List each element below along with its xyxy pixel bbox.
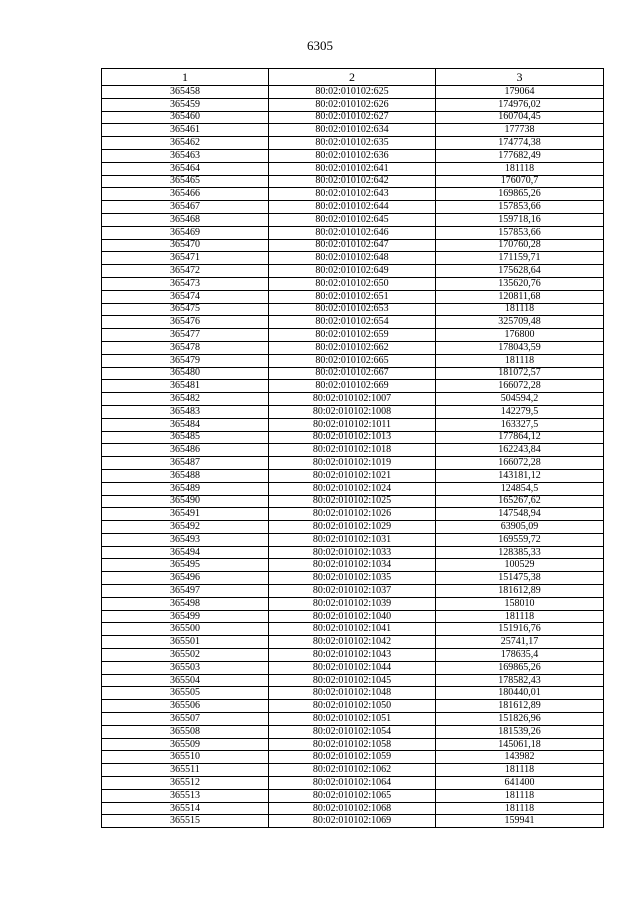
table-row xyxy=(102,572,604,585)
page-number: 6305 xyxy=(307,38,333,53)
record-number-cell: 365497 xyxy=(102,585,269,598)
table-row xyxy=(102,802,604,815)
table-row xyxy=(102,533,604,546)
cadastral-number-cell: 80:02:010102:644 xyxy=(269,201,436,214)
value-cell: 181612,89 xyxy=(436,585,604,598)
table-row xyxy=(102,380,604,393)
value-cell: 174976,02 xyxy=(436,98,604,111)
value-cell: 178635,4 xyxy=(436,649,604,662)
record-number-cell: 365479 xyxy=(102,354,269,367)
cadastral-number-cell: 80:02:010102:643 xyxy=(269,188,436,201)
record-number-cell: 365512 xyxy=(102,777,269,790)
cadastral-number-cell: 80:02:010102:1043 xyxy=(269,649,436,662)
table-row xyxy=(102,265,604,278)
value-cell: 100529 xyxy=(436,559,604,572)
record-number-cell: 365464 xyxy=(102,162,269,175)
cadastral-number-cell: 80:02:010102:1007 xyxy=(269,393,436,406)
cadastral-number-cell: 80:02:010102:653 xyxy=(269,303,436,316)
record-number-cell: 365476 xyxy=(102,316,269,329)
cadastral-number-cell: 80:02:010102:662 xyxy=(269,341,436,354)
record-number-cell: 365468 xyxy=(102,213,269,226)
record-number-cell: 365510 xyxy=(102,751,269,764)
cadastral-number-cell: 80:02:010102:1008 xyxy=(269,405,436,418)
cadastral-number-cell: 80:02:010102:650 xyxy=(269,277,436,290)
value-cell: 181118 xyxy=(436,610,604,623)
value-cell: 135620,76 xyxy=(436,277,604,290)
value-cell: 163327,5 xyxy=(436,418,604,431)
value-cell: 143982 xyxy=(436,751,604,764)
record-number-cell: 365484 xyxy=(102,418,269,431)
record-number-cell: 365487 xyxy=(102,457,269,470)
table-row xyxy=(102,239,604,252)
record-number-cell: 365481 xyxy=(102,380,269,393)
table-body xyxy=(102,86,604,828)
record-number-cell: 365493 xyxy=(102,533,269,546)
table-row xyxy=(102,162,604,175)
record-number-cell: 365492 xyxy=(102,521,269,534)
value-cell: 169865,26 xyxy=(436,188,604,201)
table-row xyxy=(102,201,604,214)
table-row xyxy=(102,815,604,828)
table-row xyxy=(102,149,604,162)
record-number-cell: 365515 xyxy=(102,815,269,828)
table-row xyxy=(102,508,604,521)
value-cell: 169865,26 xyxy=(436,661,604,674)
cadastral-number-cell: 80:02:010102:1054 xyxy=(269,725,436,738)
cadastral-number-cell: 80:02:010102:1025 xyxy=(269,495,436,508)
value-cell: 175628,64 xyxy=(436,265,604,278)
value-cell: 171159,71 xyxy=(436,252,604,265)
value-cell: 151826,96 xyxy=(436,713,604,726)
record-number-cell: 365459 xyxy=(102,98,269,111)
value-cell: 128385,33 xyxy=(436,546,604,559)
record-number-cell: 365472 xyxy=(102,265,269,278)
value-cell: 160704,45 xyxy=(436,111,604,124)
table-header xyxy=(102,69,604,86)
table-row xyxy=(102,418,604,431)
value-cell: 159718,16 xyxy=(436,213,604,226)
value-cell: 169559,72 xyxy=(436,533,604,546)
record-number-cell: 365498 xyxy=(102,597,269,610)
value-cell: 181118 xyxy=(436,354,604,367)
header-row xyxy=(102,69,604,86)
record-number-cell: 365504 xyxy=(102,674,269,687)
cadastral-number-cell: 80:02:010102:1013 xyxy=(269,431,436,444)
cadastral-number-cell: 80:02:010102:1033 xyxy=(269,546,436,559)
cadastral-number-cell: 80:02:010102:1048 xyxy=(269,687,436,700)
table-row xyxy=(102,636,604,649)
table-row xyxy=(102,674,604,687)
cadastral-number-cell: 80:02:010102:1058 xyxy=(269,738,436,751)
value-cell: 120811,68 xyxy=(436,290,604,303)
record-number-cell: 365508 xyxy=(102,725,269,738)
value-cell: 181118 xyxy=(436,789,604,802)
record-number-cell: 365505 xyxy=(102,687,269,700)
record-number-cell: 365500 xyxy=(102,623,269,636)
cadastral-number-cell: 80:02:010102:1041 xyxy=(269,623,436,636)
table-row xyxy=(102,610,604,623)
value-cell: 178582,43 xyxy=(436,674,604,687)
cadastral-number-cell: 80:02:010102:1037 xyxy=(269,585,436,598)
cadastral-number-cell: 80:02:010102:1018 xyxy=(269,444,436,457)
value-cell: 325709,48 xyxy=(436,316,604,329)
table-row xyxy=(102,277,604,290)
cadastral-number-cell: 80:02:010102:1011 xyxy=(269,418,436,431)
value-cell: 151475,38 xyxy=(436,572,604,585)
cadastral-number-cell: 80:02:010102:626 xyxy=(269,98,436,111)
record-number-cell: 365466 xyxy=(102,188,269,201)
value-cell: 181072,57 xyxy=(436,367,604,380)
value-cell: 63905,09 xyxy=(436,521,604,534)
column-header-1: 1 xyxy=(102,69,269,86)
record-number-cell: 365478 xyxy=(102,341,269,354)
value-cell: 181118 xyxy=(436,764,604,777)
record-number-cell: 365470 xyxy=(102,239,269,252)
record-number-cell: 365499 xyxy=(102,610,269,623)
table-row xyxy=(102,495,604,508)
table-row xyxy=(102,137,604,150)
value-cell: 504594,2 xyxy=(436,393,604,406)
cadastral-number-cell: 80:02:010102:642 xyxy=(269,175,436,188)
table-row xyxy=(102,86,604,99)
table-row xyxy=(102,341,604,354)
record-number-cell: 365465 xyxy=(102,175,269,188)
value-cell: 162243,84 xyxy=(436,444,604,457)
value-cell: 177682,49 xyxy=(436,149,604,162)
cadastral-number-cell: 80:02:010102:1029 xyxy=(269,521,436,534)
cadastral-number-cell: 80:02:010102:1026 xyxy=(269,508,436,521)
record-number-cell: 365460 xyxy=(102,111,269,124)
cadastral-number-cell: 80:02:010102:665 xyxy=(269,354,436,367)
table-row xyxy=(102,469,604,482)
cadastral-number-cell: 80:02:010102:1021 xyxy=(269,469,436,482)
cadastral-number-cell: 80:02:010102:646 xyxy=(269,226,436,239)
cadastral-number-cell: 80:02:010102:667 xyxy=(269,367,436,380)
table-row xyxy=(102,764,604,777)
record-number-cell: 365507 xyxy=(102,713,269,726)
record-number-cell: 365482 xyxy=(102,393,269,406)
cadastral-number-cell: 80:02:010102:641 xyxy=(269,162,436,175)
value-cell: 170760,28 xyxy=(436,239,604,252)
table-row xyxy=(102,700,604,713)
value-cell: 151916,76 xyxy=(436,623,604,636)
value-cell: 176070,7 xyxy=(436,175,604,188)
cadastral-number-cell: 80:02:010102:1039 xyxy=(269,597,436,610)
record-number-cell: 365463 xyxy=(102,149,269,162)
table-row xyxy=(102,457,604,470)
cadastral-number-cell: 80:02:010102:625 xyxy=(269,86,436,99)
table-row xyxy=(102,367,604,380)
record-number-cell: 365477 xyxy=(102,329,269,342)
cadastral-number-cell: 80:02:010102:1044 xyxy=(269,661,436,674)
table-row xyxy=(102,329,604,342)
value-cell: 179064 xyxy=(436,86,604,99)
cadastral-number-cell: 80:02:010102:636 xyxy=(269,149,436,162)
cadastral-number-cell: 80:02:010102:648 xyxy=(269,252,436,265)
cadastral-number-cell: 80:02:010102:1024 xyxy=(269,482,436,495)
table-row xyxy=(102,188,604,201)
record-number-cell: 365486 xyxy=(102,444,269,457)
cadastral-number-cell: 80:02:010102:1045 xyxy=(269,674,436,687)
value-cell: 158010 xyxy=(436,597,604,610)
record-number-cell: 365511 xyxy=(102,764,269,777)
value-cell: 142279,5 xyxy=(436,405,604,418)
table-row xyxy=(102,623,604,636)
record-number-cell: 365491 xyxy=(102,508,269,521)
table-row xyxy=(102,738,604,751)
table-row xyxy=(102,393,604,406)
value-cell: 177864,12 xyxy=(436,431,604,444)
table-row xyxy=(102,597,604,610)
cadastral-number-cell: 80:02:010102:1059 xyxy=(269,751,436,764)
record-number-cell: 365489 xyxy=(102,482,269,495)
table-row xyxy=(102,559,604,572)
cadastral-number-cell: 80:02:010102:1068 xyxy=(269,802,436,815)
value-cell: 166072,28 xyxy=(436,380,604,393)
table-row xyxy=(102,777,604,790)
cadastral-number-cell: 80:02:010102:1050 xyxy=(269,700,436,713)
value-cell: 641400 xyxy=(436,777,604,790)
record-number-cell: 365480 xyxy=(102,367,269,380)
record-number-cell: 365461 xyxy=(102,124,269,137)
record-number-cell: 365494 xyxy=(102,546,269,559)
cadastral-number-cell: 80:02:010102:654 xyxy=(269,316,436,329)
value-cell: 159941 xyxy=(436,815,604,828)
record-number-cell: 365474 xyxy=(102,290,269,303)
value-cell: 181612,89 xyxy=(436,700,604,713)
record-number-cell: 365473 xyxy=(102,277,269,290)
table-row xyxy=(102,521,604,534)
cadastral-number-cell: 80:02:010102:1069 xyxy=(269,815,436,828)
value-cell: 157853,66 xyxy=(436,226,604,239)
record-number-cell: 365513 xyxy=(102,789,269,802)
table-row xyxy=(102,252,604,265)
value-cell: 166072,28 xyxy=(436,457,604,470)
value-cell: 180440,01 xyxy=(436,687,604,700)
record-number-cell: 365495 xyxy=(102,559,269,572)
value-cell: 178043,59 xyxy=(436,341,604,354)
record-number-cell: 365471 xyxy=(102,252,269,265)
table-row xyxy=(102,751,604,764)
table-row xyxy=(102,661,604,674)
table-row xyxy=(102,546,604,559)
value-cell: 157853,66 xyxy=(436,201,604,214)
value-cell: 145061,18 xyxy=(436,738,604,751)
table-row xyxy=(102,687,604,700)
value-cell: 124854,5 xyxy=(436,482,604,495)
cadastral-number-cell: 80:02:010102:627 xyxy=(269,111,436,124)
record-number-cell: 365501 xyxy=(102,636,269,649)
cadastral-number-cell: 80:02:010102:649 xyxy=(269,265,436,278)
cadastral-number-cell: 80:02:010102:1040 xyxy=(269,610,436,623)
cadastral-number-cell: 80:02:010102:1035 xyxy=(269,572,436,585)
table-row xyxy=(102,431,604,444)
record-number-cell: 365502 xyxy=(102,649,269,662)
cadastral-number-cell: 80:02:010102:1019 xyxy=(269,457,436,470)
cadastral-number-cell: 80:02:010102:1042 xyxy=(269,636,436,649)
record-number-cell: 365509 xyxy=(102,738,269,751)
cadastral-number-cell: 80:02:010102:1064 xyxy=(269,777,436,790)
record-number-cell: 365490 xyxy=(102,495,269,508)
table-row xyxy=(102,175,604,188)
record-number-cell: 365469 xyxy=(102,226,269,239)
record-number-cell: 365496 xyxy=(102,572,269,585)
record-number-cell: 365475 xyxy=(102,303,269,316)
value-cell: 181118 xyxy=(436,162,604,175)
record-number-cell: 365488 xyxy=(102,469,269,482)
table-row xyxy=(102,725,604,738)
record-number-cell: 365514 xyxy=(102,802,269,815)
table-row xyxy=(102,226,604,239)
value-cell: 143181,12 xyxy=(436,469,604,482)
cadastral-number-cell: 80:02:010102:647 xyxy=(269,239,436,252)
value-cell: 147548,94 xyxy=(436,508,604,521)
cadastral-number-cell: 80:02:010102:1031 xyxy=(269,533,436,546)
table-row xyxy=(102,316,604,329)
cadastral-number-cell: 80:02:010102:1062 xyxy=(269,764,436,777)
registry-table xyxy=(101,68,604,828)
cadastral-number-cell: 80:02:010102:1034 xyxy=(269,559,436,572)
table-row xyxy=(102,789,604,802)
table-row xyxy=(102,585,604,598)
table-row xyxy=(102,124,604,137)
table-row xyxy=(102,482,604,495)
table-row xyxy=(102,98,604,111)
table-row xyxy=(102,354,604,367)
value-cell: 177738 xyxy=(436,124,604,137)
record-number-cell: 365506 xyxy=(102,700,269,713)
value-cell: 174774,38 xyxy=(436,137,604,150)
table-row xyxy=(102,405,604,418)
value-cell: 181539,26 xyxy=(436,725,604,738)
value-cell: 25741,17 xyxy=(436,636,604,649)
record-number-cell: 365462 xyxy=(102,137,269,150)
cadastral-number-cell: 80:02:010102:1051 xyxy=(269,713,436,726)
cadastral-number-cell: 80:02:010102:1065 xyxy=(269,789,436,802)
value-cell: 181118 xyxy=(436,303,604,316)
column-header-2: 2 xyxy=(269,69,436,86)
cadastral-number-cell: 80:02:010102:659 xyxy=(269,329,436,342)
cadastral-number-cell: 80:02:010102:634 xyxy=(269,124,436,137)
table-row xyxy=(102,303,604,316)
table-row xyxy=(102,111,604,124)
table-row xyxy=(102,213,604,226)
cadastral-number-cell: 80:02:010102:651 xyxy=(269,290,436,303)
column-header-3: 3 xyxy=(436,69,604,86)
table-row xyxy=(102,290,604,303)
value-cell: 176800 xyxy=(436,329,604,342)
record-number-cell: 365503 xyxy=(102,661,269,674)
table-row xyxy=(102,444,604,457)
record-number-cell: 365483 xyxy=(102,405,269,418)
cadastral-number-cell: 80:02:010102:645 xyxy=(269,213,436,226)
table-row xyxy=(102,649,604,662)
record-number-cell: 365458 xyxy=(102,86,269,99)
record-number-cell: 365467 xyxy=(102,201,269,214)
cadastral-number-cell: 80:02:010102:635 xyxy=(269,137,436,150)
value-cell: 181118 xyxy=(436,802,604,815)
cadastral-number-cell: 80:02:010102:669 xyxy=(269,380,436,393)
value-cell: 165267,62 xyxy=(436,495,604,508)
record-number-cell: 365485 xyxy=(102,431,269,444)
table-row xyxy=(102,713,604,726)
